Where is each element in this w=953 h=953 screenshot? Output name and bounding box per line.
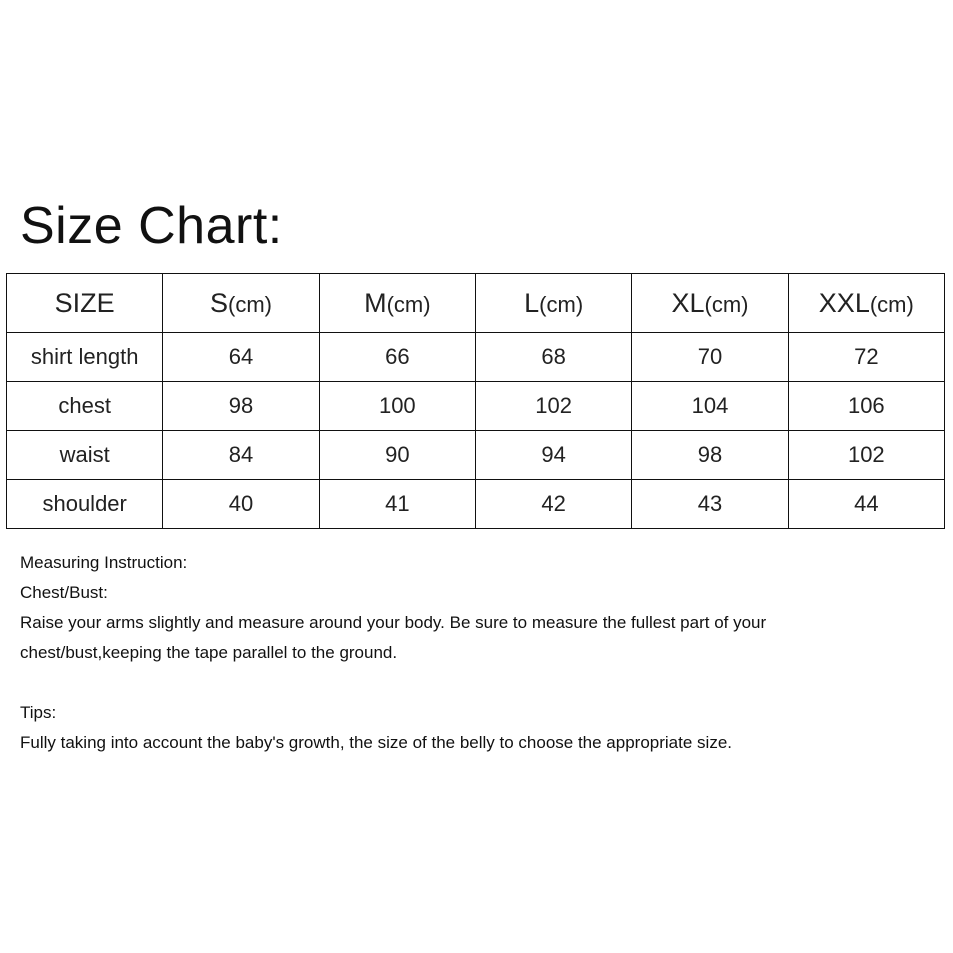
size-unit: (cm) [704,291,749,317]
table-cell: 41 [319,480,475,529]
header-size-xxl [788,274,944,333]
table-cell: 68 [475,333,631,382]
table-cell: 40 [163,480,319,529]
tips-heading: Tips: [20,703,57,722]
table-cell: 72 [788,333,944,382]
size-name: XXL [818,287,870,318]
measuring-notes [20,548,940,758]
table-cell: 102 [475,382,631,431]
table-cell: 64 [163,333,319,382]
table-cell: 98 [163,382,319,431]
tips-text: Fully taking into account the baby's growth, the size of the belly to choose the appropriate size. [20,733,732,752]
header-size-s [163,274,319,333]
table-cell: 70 [632,333,788,382]
size-unit: (cm) [228,291,272,317]
table-cell: 44 [788,480,944,529]
size-chart-table [6,273,945,529]
table-row [7,333,945,382]
row-label-shoulder: shoulder [7,480,163,529]
instruction-heading: Measuring Instruction: [20,553,188,572]
header-size-m [319,274,475,333]
table-cell: 106 [788,382,944,431]
size-unit: (cm) [386,291,431,317]
header-size-xl [632,274,788,333]
table-row [7,431,945,480]
table-row [7,382,945,431]
page-title: Size Chart: [20,197,283,255]
header-size-l [475,274,631,333]
table-cell: 94 [475,431,631,480]
notes-spacer [20,668,940,698]
row-label-waist: waist [7,431,163,480]
size-unit: (cm) [869,291,914,317]
size-name: M [364,287,387,318]
size-name: L [524,287,540,318]
instruction-subheading: Chest/Bust: [20,583,108,602]
instruction-text-line-2: chest/bust,keeping the tape parallel to the ground. [20,643,398,662]
table-cell: 104 [632,382,788,431]
size-name: XL [671,287,705,318]
header-size-label: SIZE [7,274,163,333]
size-unit: (cm) [539,291,584,317]
table-cell: 84 [163,431,319,480]
instruction-text-line-1: Raise your arms slightly and measure around your body. Be sure to measure the fullest part of your [20,613,767,632]
table-cell: 43 [632,480,788,529]
row-label-shirt-length: shirt length [7,333,163,382]
table-row [7,480,945,529]
table-cell: 90 [319,431,475,480]
table-cell: 66 [319,333,475,382]
table-cell: 100 [319,382,475,431]
row-label-chest: chest [7,382,163,431]
table-header-row [7,274,945,333]
table-cell: 102 [788,431,944,480]
table-cell: 98 [632,431,788,480]
table-cell: 42 [475,480,631,529]
size-name: S [209,287,228,318]
